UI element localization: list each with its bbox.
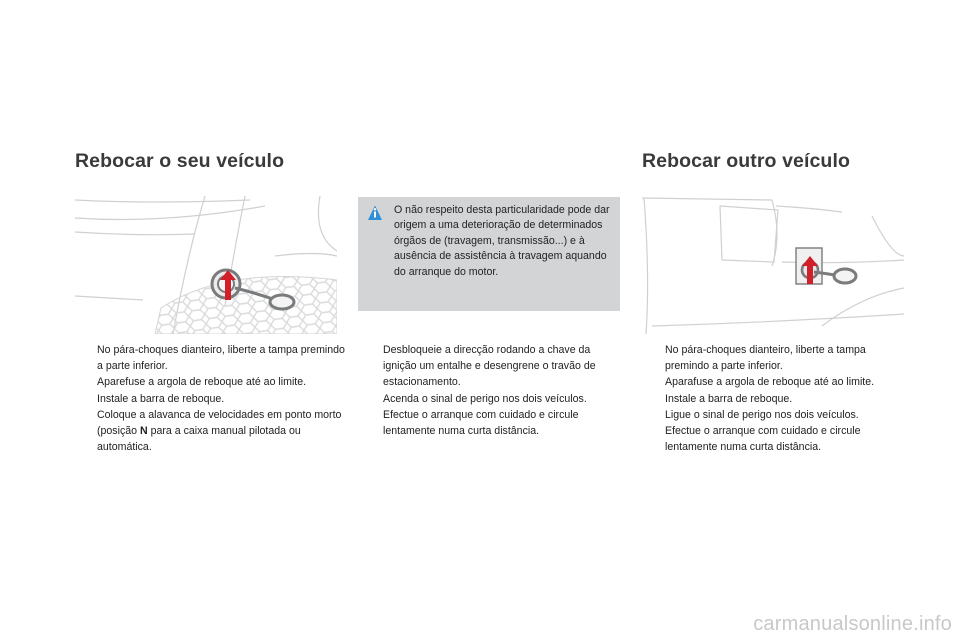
list-item xyxy=(75,342,345,374)
step-text: Acenda o sinal de perigo nos dois veículos. xyxy=(383,392,587,405)
warning-notice xyxy=(358,197,620,311)
step-text: para a caixa manual pilotada ou automática. xyxy=(97,425,301,454)
list-item xyxy=(361,342,623,391)
step-text: Desbloqueie a direcção rodando a chave da ignição um entalhe e desengrene o travão de estacionamento. xyxy=(383,344,596,389)
step-text: Coloque a alavanca de velocidades em ponto morto (posição xyxy=(97,408,342,438)
list-item xyxy=(643,342,909,374)
title-rebocar-seu-veiculo: Rebocar o seu veículo xyxy=(75,150,285,172)
list-item xyxy=(643,407,909,423)
step-text: Efectue o arranque com cuidado e circule lentamente numa curta distância. xyxy=(665,425,861,454)
step-text: Aparafuse a argola de reboque até ao limite. xyxy=(665,376,875,389)
list-item xyxy=(361,407,623,439)
step-text: Instale a barra de reboque. xyxy=(97,392,225,405)
front-bumper-towing-eye-illustration xyxy=(75,196,337,334)
notice-text: O não respeito desta particularidade pode dar origem a uma deterioração de determinados órgãos de (travagem, transmissão...) e à ausência de assistência à travagem aquando do arranque do motor. xyxy=(394,204,610,278)
rear-bumper-towing-eye-illustration xyxy=(642,196,904,334)
list-item xyxy=(361,391,623,407)
list-item xyxy=(75,407,345,456)
list-item xyxy=(75,391,345,407)
rear-outline xyxy=(642,198,904,334)
step-text: Aparefuse a argola de reboque até ao limite. xyxy=(97,376,307,389)
step-text: No pára-choques dianteiro, liberte a tampa premindo a parte inferior. xyxy=(97,344,345,373)
step-text: Ligue o sinal de perigo nos dois veículos. xyxy=(665,408,859,421)
step-text: Instale a barra de reboque. xyxy=(665,392,793,405)
step-text: No pára-choques dianteiro, liberte a tampa premindo a parte inferior. xyxy=(665,344,866,373)
steps-own-left xyxy=(75,342,345,455)
step-text: Efectue o arranque com cuidado e circule lentamente numa curta distância. xyxy=(383,408,579,438)
step-text: N xyxy=(140,425,148,438)
watermark: carmanualsonline.info xyxy=(753,613,952,635)
title-rebocar-outro-veiculo: Rebocar outro veículo xyxy=(642,150,850,172)
list-item xyxy=(75,374,345,390)
info-icon xyxy=(367,205,383,221)
steps-own-right xyxy=(361,342,623,439)
list-item xyxy=(643,391,909,407)
list-item xyxy=(643,374,909,390)
list-item xyxy=(643,423,909,455)
steps-other xyxy=(643,342,909,455)
